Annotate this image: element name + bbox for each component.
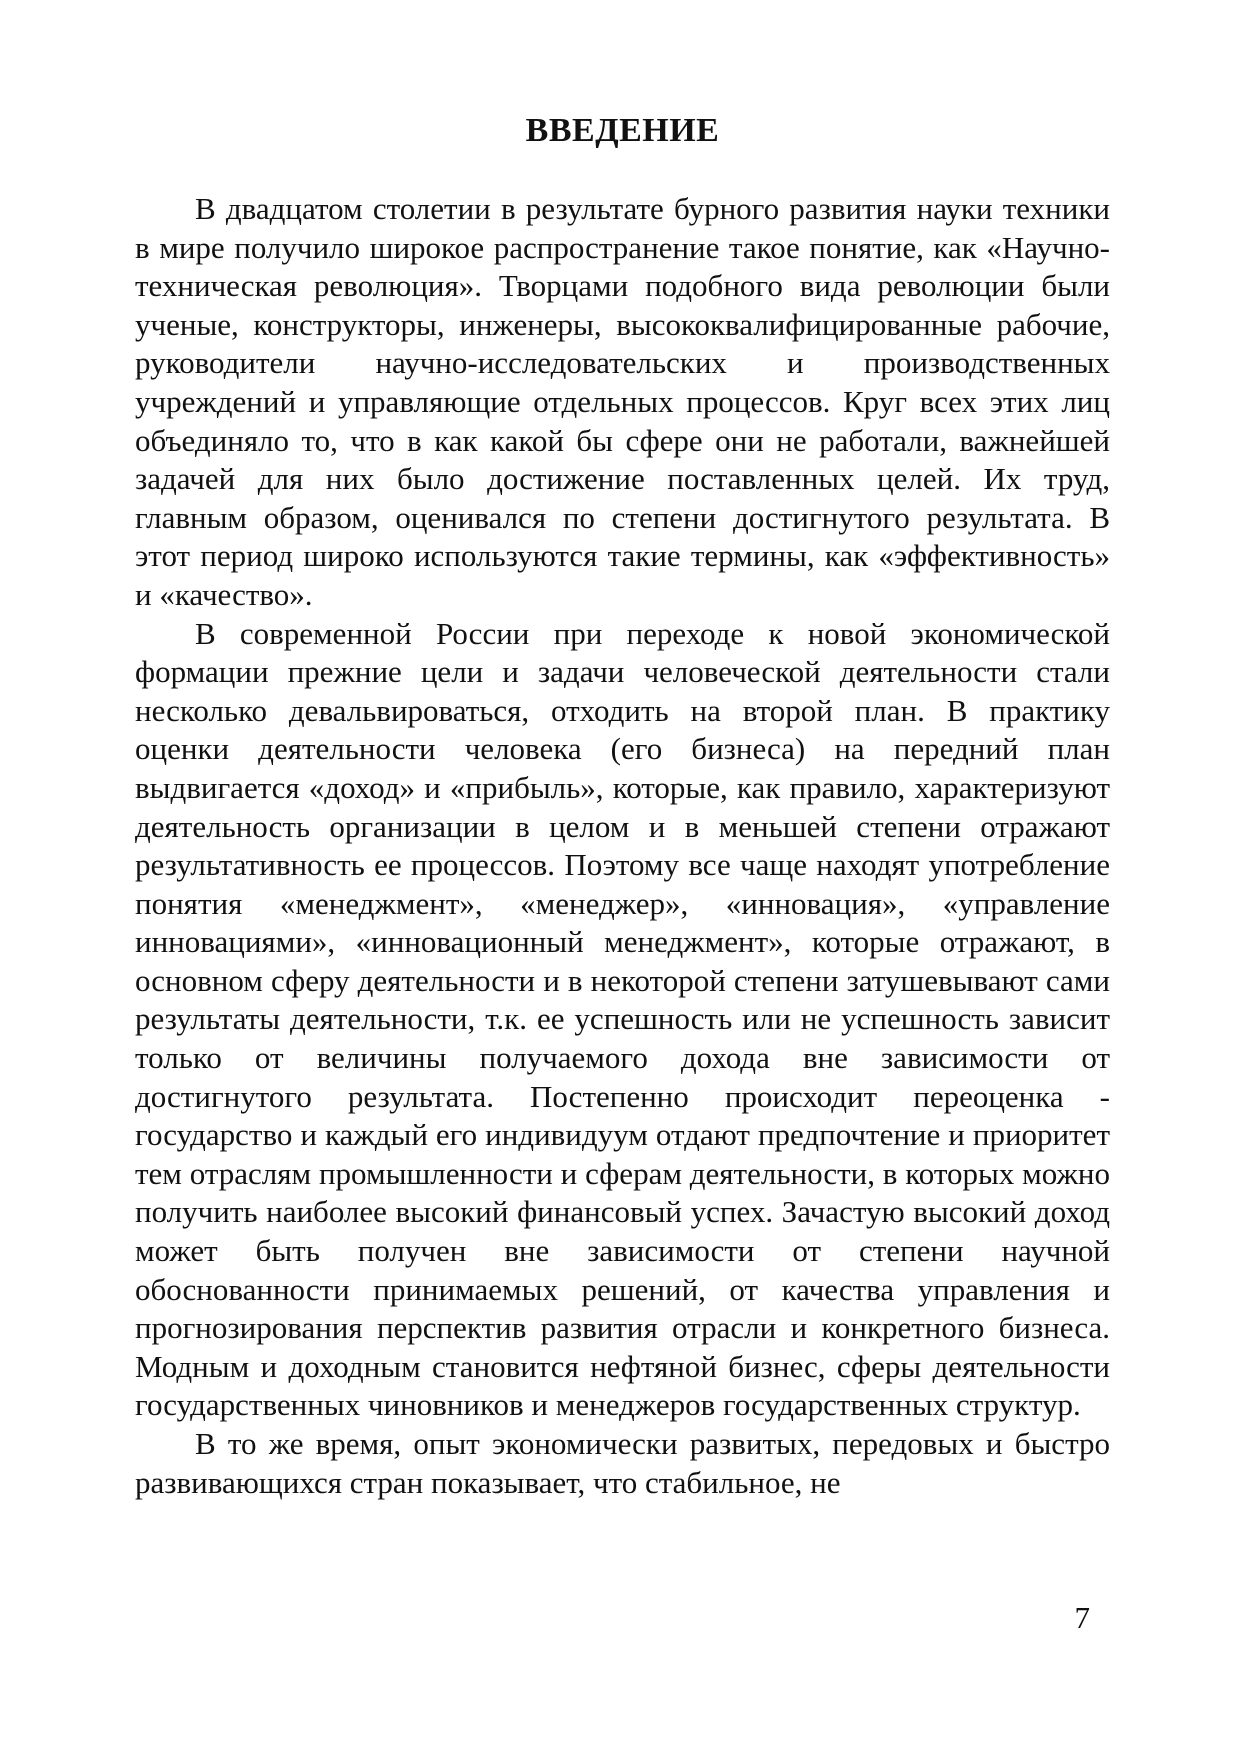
paragraph: В современной России при переходе к новой экономической формации прежние цели и задачи человеческой деятельности стали несколько девальвироваться, отходить на второй план. В практику оценки деятельности человека (его бизнеса) на передний план выдвигается «доход» и «прибыль», которые, как правило, характеризуют деятельность организации в целом и в меньшей степени отражают результативность ее процессов. Поэтому все чаще находят употребление понятия «менеджмент», «менеджер», «инновация», «управление инновациями», «инновационный менеджмент», которые отражают, в основном сферу деятельности и в некоторой степени затушевывают сами результаты деятельности, т.к. ее успешность или не успешность зависит только от величины получаемого дохода вне зависимости от достигнутого результата. Постепенно происходит переоценка - государство и каждый его индивидуум отдают предпочтение и приоритет тем отраслям промышленности и сферам деятельности, в которых можно получить наиболее высокий финансовый успех. Зачастую высокий доход может быть получен вне зависимости от степени научной обоснованности принимаемых решений, от качества управления и прогнозирования перспектив развития отрасли и конкретного бизнеса. Модным и доходным становится нефтяной бизнес, сферы деятельности государственных чиновников и менеджеров государственных структур. <box>135 615 1110 1423</box>
page-number: 7 <box>1074 1600 1090 1635</box>
document-page <box>135 0 1110 1754</box>
paragraph: В двадцатом столетии в результате бурного развития науки техники в мире получило широкое распространение такое понятие, как «Научно-техническая революция». Творцами подобного вида революции были ученые, конструкторы, инженеры, высококвалифицированные рабочие, руководители научно-исследовательских и производственных учреждений и управляющие отдельных процессов. Круг всех этих лиц объединяло то, что в как какой бы сфере они не работали, важнейшей задачей для них было достижение поставленных целей. Их труд, главным образом, оценивался по степени достигнутого результата. В этот период широко используются такие термины, как «эффективность» и «качество». <box>135 191 1110 612</box>
paragraph: В то же время, опыт экономически развитых, передовых и быстро развивающихся стран показывает, что стабильное, не <box>135 1426 1110 1500</box>
body-text <box>135 190 1110 1502</box>
section-title: ВВЕДЕНИЕ <box>525 112 720 149</box>
